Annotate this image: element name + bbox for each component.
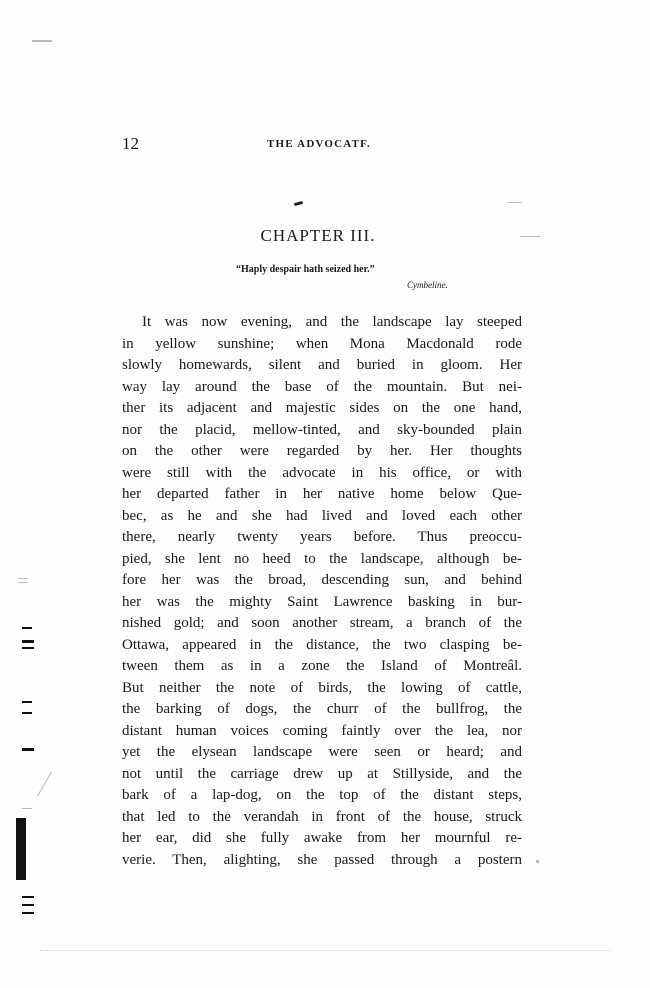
scan-artifact [37, 772, 52, 797]
scan-artifact [16, 818, 26, 880]
text-line: It was now evening, and the landscape lay steeped [142, 314, 522, 330]
text-line: in yellow sunshine; when Mona Macdonald rode [122, 335, 522, 352]
text-line: nished gold; and soon another stream, a branch of the [122, 615, 522, 631]
scan-artifact [22, 701, 32, 703]
text-line: slowly homewards, silent and buried in gloom. Her [122, 357, 522, 373]
ink-blot-ornament [294, 201, 303, 206]
scan-artifact [22, 627, 32, 629]
text-line: on the other were regarded by her. Her thoughts [122, 443, 522, 459]
scan-artifact [22, 912, 34, 914]
text-line: verie. Then, alighting, she passed through a postern [122, 851, 522, 868]
running-head: THE ADVOCATF. [267, 138, 372, 150]
scan-artifact [520, 236, 540, 237]
text-line: not until the carriage drew up at Stillyside, and the [122, 765, 522, 782]
text-line: distant human voices coming faintly over the lea, nor [122, 722, 522, 739]
scan-artifact [508, 202, 522, 203]
scan-artifact [22, 647, 34, 649]
text-line: there, nearly twenty years before. Thus preoccu- [122, 529, 522, 545]
scan-artifact [22, 748, 34, 751]
text-line: her was the mighty Saint Lawrence basking in bur- [122, 593, 522, 610]
scan-artifact [22, 808, 32, 809]
text-line: But neither the note of birds, the lowing of cattle, [122, 679, 522, 696]
page-number: 12 [122, 134, 139, 153]
text-line: fore her was the broad, descending sun, and behind [122, 572, 522, 588]
text-line: bark of a lap-dog, on the top of the distant steps, [122, 787, 522, 803]
text-line: way lay around the base of the mountain. But nei- [122, 378, 522, 395]
text-line: tween them as in a zone the Island of Montreâl. [122, 658, 522, 674]
text-line: her ear, did she fully awake from her mournful re- [122, 830, 522, 846]
text-line: her departed father in her native home below Que- [122, 486, 522, 502]
text-line: ther its adjacent and majestic sides on the one hand, [122, 400, 522, 416]
page-header [122, 134, 522, 154]
scan-artifact [22, 712, 32, 714]
text-line: were still with the advocate in his office, or with [122, 464, 522, 481]
text-line: that led to the verandah in front of the house, struck [122, 808, 522, 825]
body-text [122, 312, 522, 871]
chapter-title-text: CHAPTER III. [260, 226, 376, 245]
text-line: yet the elysean landscape were seen or heard; and [122, 744, 522, 760]
scan-artifact [22, 896, 34, 898]
text-line: pied, she lent no heed to the landscape, although be- [122, 550, 522, 567]
text-line: the barking of dogs, the churr of the bullfrog, the [122, 701, 522, 717]
scan-artifact [22, 904, 34, 906]
scan-artifact [40, 950, 610, 952]
chapter-title [0, 226, 650, 246]
text-line: bec, as he and she had lived and loved each other [122, 507, 522, 524]
text-line: nor the placid, mellow-tinted, and sky-bounded plain [122, 421, 522, 438]
epigraph-source: Cymbeline. [407, 280, 448, 290]
scan-artifact [536, 860, 539, 863]
scan-artifact [18, 578, 28, 579]
epigraph: “Haply despair hath seized her.” [236, 264, 375, 275]
scan-artifact [32, 40, 52, 42]
scan-artifact [18, 582, 28, 583]
scan-artifact [22, 640, 34, 643]
text-line: Ottawa, appeared in the distance, the two clasping be- [122, 636, 522, 653]
